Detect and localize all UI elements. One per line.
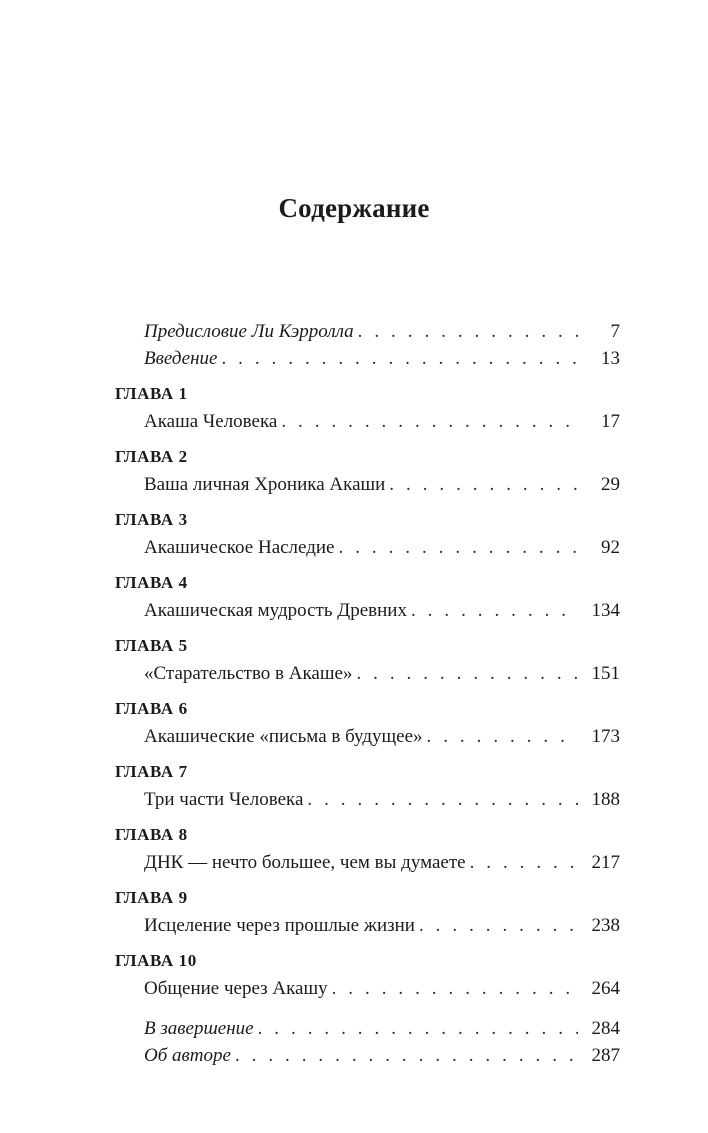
dot-leader bbox=[358, 318, 578, 345]
chapter-heading: ГЛАВА 10 bbox=[115, 951, 197, 970]
toc-entry-page: 173 bbox=[591, 726, 620, 747]
table-of-contents bbox=[115, 318, 620, 1069]
toc-entry-page: 287 bbox=[591, 1045, 620, 1066]
toc-entry-label: Исцеление через прошлые жизни bbox=[144, 915, 415, 936]
chapter-heading: ГЛАВА 6 bbox=[115, 699, 188, 718]
toc-entry-label: Ваша личная Хроника Акаши bbox=[144, 474, 386, 495]
chapter-heading: ГЛАВА 1 bbox=[115, 384, 188, 403]
toc-entry-page: 217 bbox=[591, 852, 620, 873]
toc-entry-page: 134 bbox=[591, 600, 620, 621]
front-matter bbox=[115, 318, 620, 372]
page-title: Содержание bbox=[278, 193, 430, 224]
dot-leader bbox=[419, 912, 578, 939]
dot-leader bbox=[235, 1042, 578, 1069]
dot-leader bbox=[470, 849, 578, 876]
toc-entry-label: Об авторе bbox=[144, 1045, 231, 1066]
chapter-9 bbox=[115, 884, 620, 939]
chapter-8 bbox=[115, 821, 620, 876]
dot-leader bbox=[411, 597, 578, 624]
toc-entry-label: Акаша Человека bbox=[144, 411, 278, 432]
toc-entry-label: Введение bbox=[144, 348, 218, 369]
chapter-7 bbox=[115, 758, 620, 813]
toc-entry-page: 264 bbox=[591, 978, 620, 999]
dot-leader bbox=[356, 660, 578, 687]
dot-leader bbox=[427, 723, 578, 750]
toc-entry[interactable] bbox=[115, 849, 620, 876]
toc-entry-label: Три части Человека bbox=[144, 789, 304, 810]
chapter-4 bbox=[115, 569, 620, 624]
chapter-10 bbox=[115, 947, 620, 1002]
toc-entry[interactable] bbox=[115, 534, 620, 561]
chapter-heading: ГЛАВА 3 bbox=[115, 510, 188, 529]
toc-entry-label: Общение через Акашу bbox=[144, 978, 328, 999]
dot-leader bbox=[258, 1015, 578, 1042]
dot-leader bbox=[389, 471, 578, 498]
toc-entry[interactable] bbox=[115, 975, 620, 1002]
toc-entry-introduction[interactable] bbox=[115, 345, 620, 372]
toc-entry[interactable] bbox=[115, 786, 620, 813]
chapter-3 bbox=[115, 506, 620, 561]
toc-entry[interactable] bbox=[115, 723, 620, 750]
toc-entry-page: 188 bbox=[591, 789, 620, 810]
toc-entry-label: Акашическое Наследие bbox=[144, 537, 335, 558]
toc-entry-page: 92 bbox=[601, 537, 620, 558]
toc-entry-label: «Старательство в Акаше» bbox=[144, 663, 353, 684]
toc-entry-label: Акашические «письма в будущее» bbox=[144, 726, 423, 747]
toc-entry-about-author[interactable] bbox=[115, 1042, 620, 1069]
dot-leader bbox=[221, 345, 578, 372]
toc-entry-label: Акашическая мудрость Древних bbox=[144, 600, 407, 621]
dot-leader bbox=[332, 975, 578, 1002]
chapter-heading: ГЛАВА 9 bbox=[115, 888, 188, 907]
toc-entry-page: 29 bbox=[601, 474, 620, 495]
toc-entry[interactable] bbox=[115, 471, 620, 498]
toc-entry-page: 17 bbox=[601, 411, 620, 432]
dot-leader bbox=[339, 534, 579, 561]
toc-entry-page: 151 bbox=[591, 663, 620, 684]
chapter-heading: ГЛАВА 4 bbox=[115, 573, 188, 592]
toc-entry-page: 7 bbox=[610, 321, 620, 342]
chapter-5 bbox=[115, 632, 620, 687]
toc-entry-label: Предисловие Ли Кэрролла bbox=[144, 321, 354, 342]
chapter-heading: ГЛАВА 2 bbox=[115, 447, 188, 466]
chapter-heading: ГЛАВА 5 bbox=[115, 636, 188, 655]
toc-entry-label: В завершение bbox=[144, 1018, 254, 1039]
toc-entry-foreword[interactable] bbox=[115, 318, 620, 345]
toc-entry-page: 238 bbox=[591, 915, 620, 936]
toc-entry[interactable] bbox=[115, 408, 620, 435]
toc-entry-conclusion[interactable] bbox=[115, 1015, 620, 1042]
toc-entry-page: 284 bbox=[591, 1018, 620, 1039]
dot-leader bbox=[281, 408, 578, 435]
toc-entry-page: 13 bbox=[601, 348, 620, 369]
chapter-1 bbox=[115, 380, 620, 435]
dot-leader bbox=[307, 786, 578, 813]
back-matter bbox=[115, 1015, 620, 1069]
toc-entry[interactable] bbox=[115, 912, 620, 939]
toc-entry[interactable] bbox=[115, 660, 620, 687]
chapter-2 bbox=[115, 443, 620, 498]
chapter-heading: ГЛАВА 8 bbox=[115, 825, 188, 844]
toc-entry[interactable] bbox=[115, 597, 620, 624]
chapter-6 bbox=[115, 695, 620, 750]
chapter-heading: ГЛАВА 7 bbox=[115, 762, 188, 781]
toc-entry-label: ДНК — нечто большее, чем вы думаете bbox=[144, 852, 466, 873]
